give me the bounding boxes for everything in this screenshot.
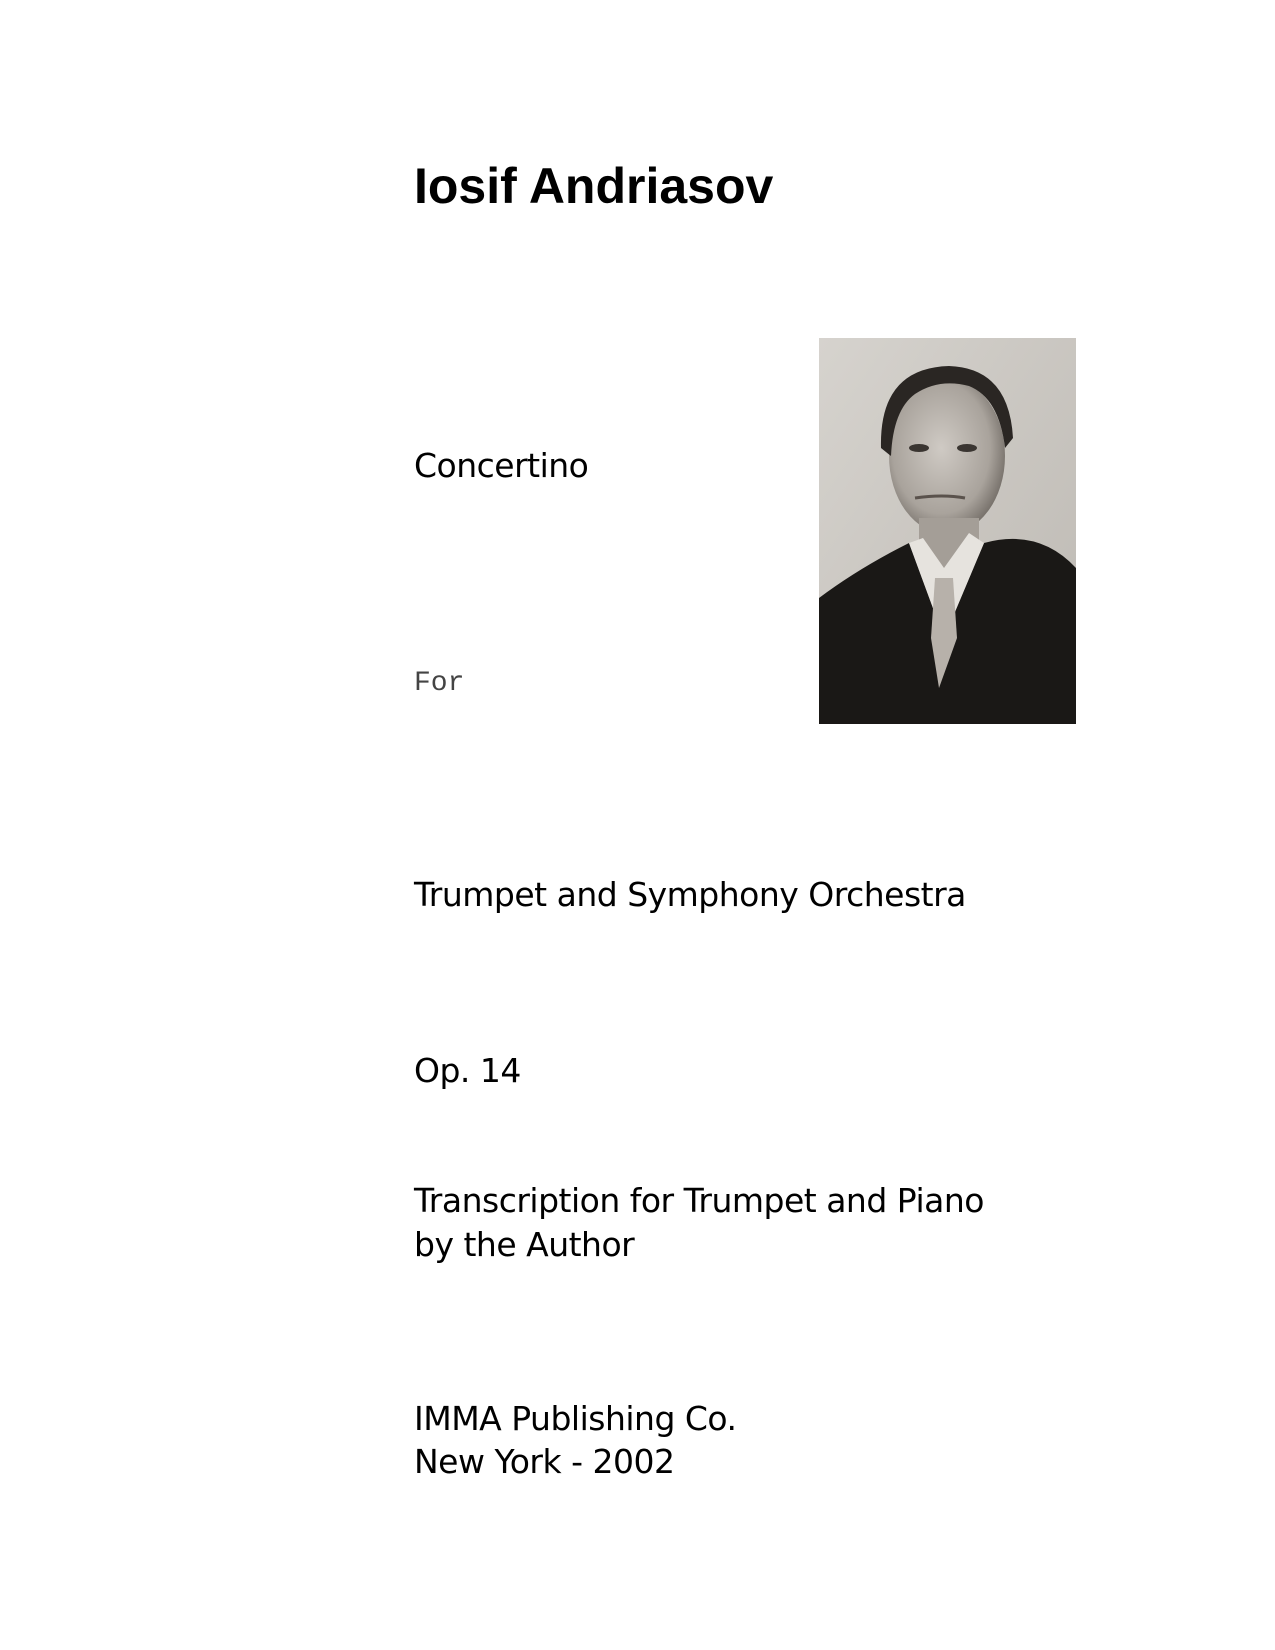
work-title: Concertino <box>414 446 589 485</box>
opus-number: Op. 14 <box>414 1051 521 1090</box>
transcription-line-1: Transcription for Trumpet and Piano <box>414 1181 984 1220</box>
instrumentation: Trumpet and Symphony Orchestra <box>414 875 966 914</box>
transcription-line-2: by the Author <box>414 1225 635 1264</box>
publisher-line-1: IMMA Publishing Co. <box>414 1399 737 1438</box>
for-label: For <box>414 668 465 699</box>
publisher-line-2: New York - 2002 <box>414 1442 675 1481</box>
composer-portrait-photo <box>819 338 1076 724</box>
composer-name: Iosif Andriasov <box>414 158 774 214</box>
